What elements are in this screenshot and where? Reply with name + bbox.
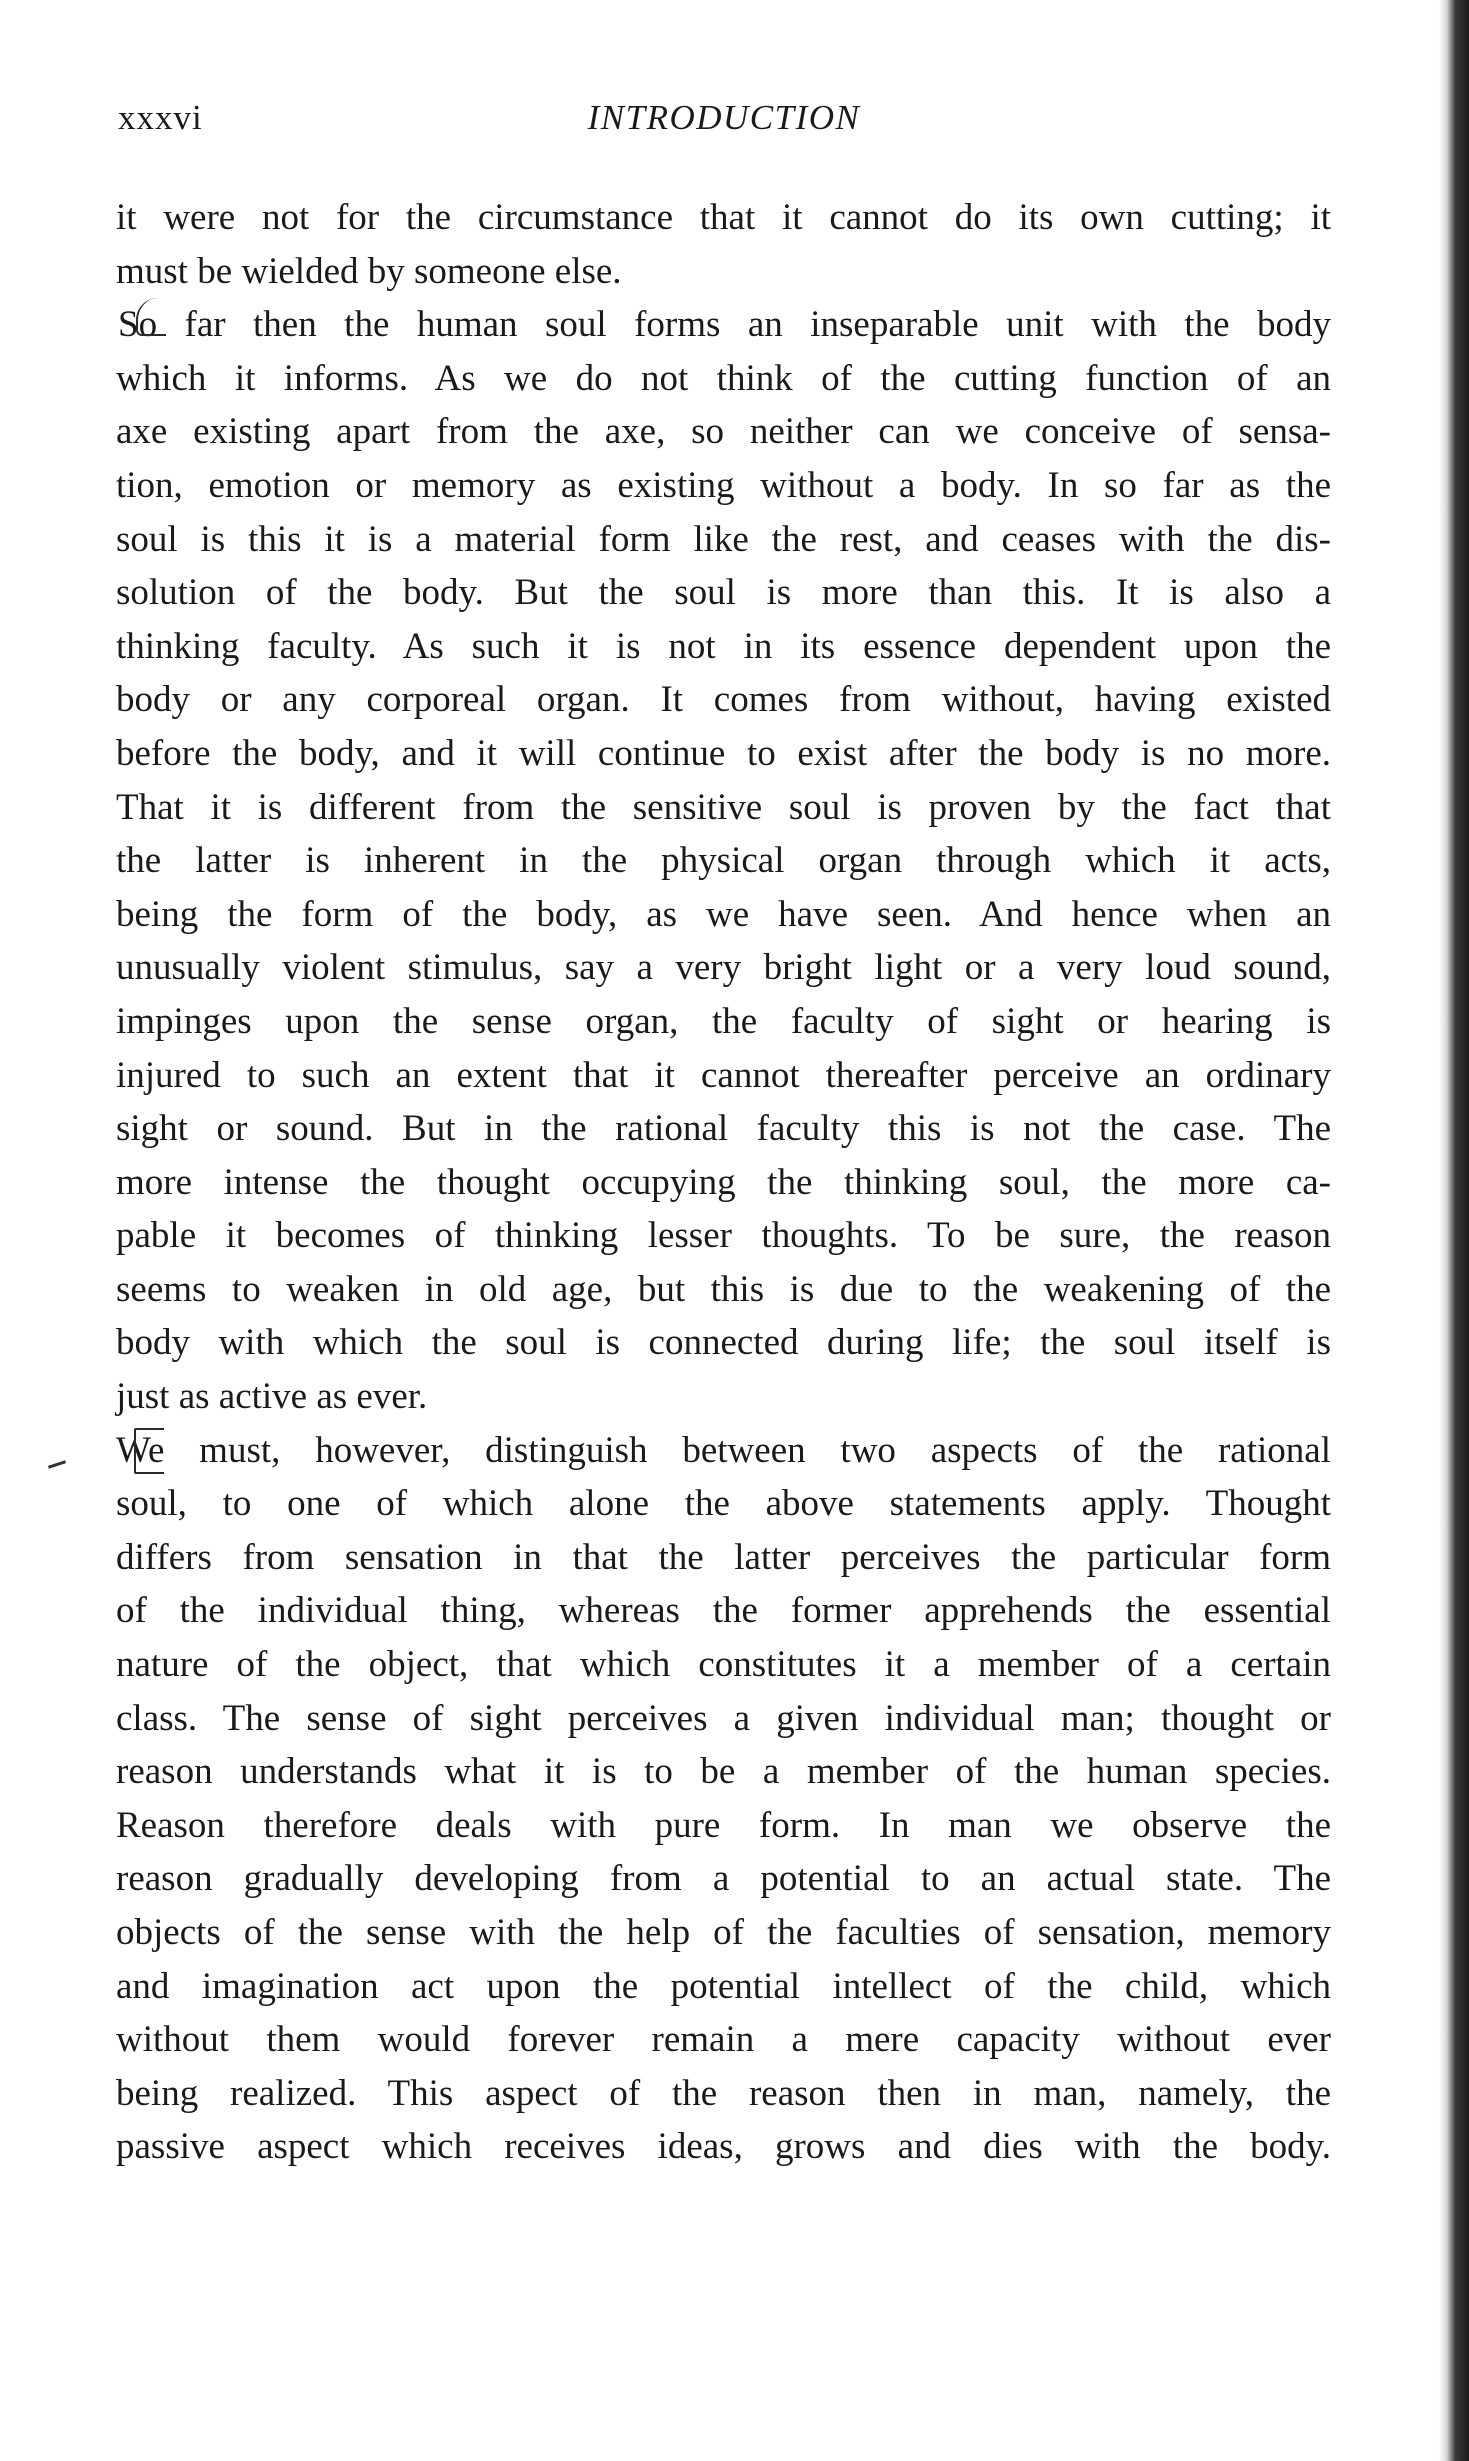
text-line: before the body, and it will continue to exist after the body is no more. [116,732,1331,774]
text-line: axe existing apart from the axe, so neither can we conceive of sensa- [116,411,1331,453]
text-line: objects of the sense with the help of the faculties of sensation, memory [116,1912,1331,1953]
text-line: the latter is inherent in the physical organ through which it acts, [116,840,1331,882]
text-line: sight or sound. But in the rational faculty this is not the case. The [116,1108,1331,1150]
page-number: xxxvi [118,98,203,137]
text-line: being the form of the body, as we have seen. And hence when an [116,893,1331,935]
text-line: thinking faculty. As such it is not in its essence dependent upon the [116,625,1331,667]
text-line: So far then the human soul forms an inseparable unit with the body [118,304,1331,346]
text-line: seems to weaken in old age, but this is due to the weakening of the [116,1268,1331,1310]
text-line: nature of the object, that which constitutes it a member of a certain [116,1644,1331,1686]
running-title: INTRODUCTION [587,98,861,137]
text-line: soul is this it is a material form like the rest, and ceases with the dis- [116,518,1331,560]
text-line: body or any corporeal organ. It comes from without, having existed [116,679,1331,721]
text-line: tion, emotion or memory as existing without a body. In so far as the [116,464,1331,506]
text-line: reason understands what it is to be a member of the human species. [116,1751,1331,1793]
text-line: class. The sense of sight perceives a given individual man; thought or [116,1697,1331,1739]
text-line: soul, to one of which alone the above statements apply. Thought [116,1483,1331,1525]
text-line: passive aspect which receives ideas, grows and dies with the body. [116,2126,1331,2168]
margin-pencil-mark [48,1460,66,1468]
text-line: That it is different from the sensitive soul is proven by the fact that [116,786,1331,828]
text-line: it were not for the circumstance that it cannot do its own cutting; it [116,197,1331,238]
text-line: unusually violent stimulus, say a very bright light or a very loud sound, [116,947,1331,989]
text-line: without them would forever remain a mere capacity without ever [116,2019,1331,2061]
text-line: differs from sensation in that the latter perceives the particular form [116,1536,1331,1578]
handwritten-paragraph-mark [134,1428,164,1474]
text-line: must be wielded by someone else. [116,250,622,292]
running-head [118,98,1330,148]
text-line: which it informs. As we do not think of the cutting function of an [116,357,1331,399]
text-line: reason gradually developing from a potential to an actual state. The [116,1858,1331,1900]
body-text [116,191,1331,2174]
text-line: Reason therefore deals with pure form. In man we observe the [116,1804,1331,1846]
text-line: pable it becomes of thinking lesser thoughts. To be sure, the reason [116,1215,1331,1257]
text-line: body with which the soul is connected during life; the soul itself is [116,1322,1331,1364]
page-edge-shadow [1439,0,1469,2461]
text-line: and imagination act upon the potential intellect of the child, which [116,1965,1331,2007]
text-line: We must, however, distinguish between two aspects of the rational [116,1429,1331,1471]
text-line: injured to such an extent that it cannot thereafter perceive an ordinary [116,1054,1331,1096]
text-line: more intense the thought occupying the thinking soul, the more ca- [116,1161,1331,1203]
text-line: solution of the body. But the soul is more than this. It is also a [116,572,1331,614]
text-line: of the individual thing, whereas the former apprehends the essential [116,1590,1331,1632]
text-line: being realized. This aspect of the reason then in man, namely, the [116,2072,1331,2114]
text-line: impinges upon the sense organ, the faculty of sight or hearing is [116,1000,1331,1042]
text-line: just as active as ever. [116,1376,428,1418]
